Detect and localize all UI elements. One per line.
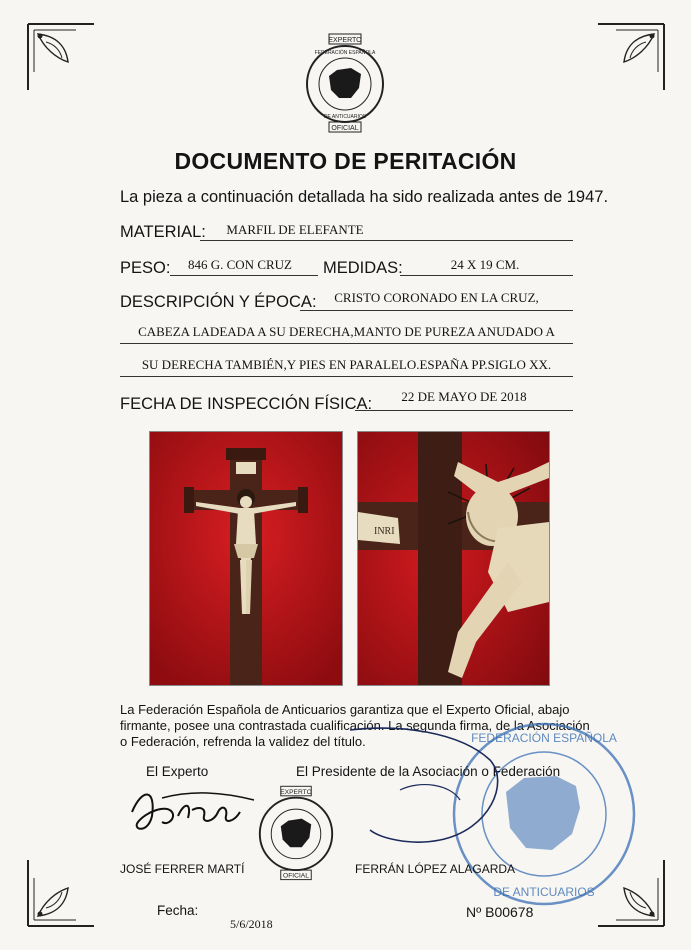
certificate-number: Nº B00678	[466, 904, 534, 920]
medidas-label: MEDIDAS:	[323, 259, 403, 277]
experto-signature	[122, 782, 262, 842]
presidente-name: FERRÁN LÓPEZ ALAGARDA	[355, 862, 516, 876]
experto-name: JOSÉ FERRER MARTÍ	[120, 862, 245, 876]
svg-text:OFICIAL: OFICIAL	[283, 872, 309, 880]
medidas-underline	[400, 275, 573, 276]
material-label: MATERIAL:	[120, 223, 206, 241]
document-title: DOCUMENTO DE PERITACIÓN	[174, 148, 517, 174]
photo-crucifix-full	[149, 431, 343, 686]
svg-text:EXPERTO: EXPERTO	[328, 37, 362, 44]
inri-text: INRI	[374, 526, 395, 537]
guarantee-text: La Federación Española de Anticuarios garantiza que el Experto Oficial, abajo firmante, posee una contrastada cualificación. La segunda firma, de la Asociación o Federación, refrenda la validez del título.	[120, 702, 590, 749]
photo-crucifix-detail	[357, 431, 550, 686]
presidente-label: El Presidente de la Asociación o Federación	[296, 764, 561, 779]
material-value: MARFIL DE ELEFANTE	[226, 222, 364, 237]
corner-ornament-top-right	[596, 22, 666, 92]
svg-text:DE ANTICUARIOS: DE ANTICUARIOS	[323, 114, 367, 120]
fecha-inspeccion-label: FECHA DE INSPECCIÓN FÍSICA:	[120, 395, 373, 413]
descripcion-line-2: CABEZA LADEADA A SU DERECHA,MANTO DE PUREZA ANUDADO A	[138, 324, 555, 339]
material-underline	[200, 240, 573, 241]
intro-text: La pieza a continuación detallada ha sido realizada antes de 1947.	[120, 188, 609, 206]
corner-ornament-top-left	[26, 22, 96, 92]
svg-text:FEDERACIÓN ESPAÑOLA: FEDERACIÓN ESPAÑOLA	[314, 50, 376, 56]
descripcion-underline-1	[300, 310, 573, 311]
svg-text:OFICIAL: OFICIAL	[331, 125, 359, 132]
descripcion-underline-3	[120, 376, 573, 377]
corner-ornament-bottom-left	[26, 858, 96, 928]
descripcion-label: DESCRIPCIÓN Y ÉPOCA:	[120, 293, 317, 311]
presidente-signature	[340, 720, 510, 860]
descripcion-line-3: SU DERECHA TAMBIÉN,Y PIES EN PARALELO.ESPAÑA PP.SIGLO XX.	[141, 357, 552, 372]
svg-text:EXPERTO: EXPERTO	[280, 788, 312, 796]
descripcion-underline-2	[120, 343, 573, 344]
federation-seal-top	[303, 30, 387, 134]
experto-label: El Experto	[146, 764, 209, 779]
federation-seal-bottom	[256, 782, 336, 882]
fecha-inspeccion-value: 22 DE MAYO DE 2018	[401, 389, 527, 404]
peso-value: 846 G. CON CRUZ	[187, 257, 292, 272]
medidas-value: 24 X 19 CM.	[450, 257, 520, 272]
peso-underline	[170, 275, 318, 276]
peso-label: PESO:	[120, 259, 171, 277]
fecha-value: 5/6/2018	[230, 917, 273, 931]
svg-text:DE ANTICUARIOS: DE ANTICUARIOS	[493, 885, 595, 899]
fecha-label: Fecha:	[157, 903, 199, 918]
descripcion-line-1: CRISTO CORONADO EN LA CRUZ,	[334, 290, 539, 305]
svg-text:FEDERACIÓN ESPAÑOLA: FEDERACIÓN ESPAÑOLA	[471, 731, 617, 745]
fecha-inspeccion-underline	[355, 410, 573, 411]
